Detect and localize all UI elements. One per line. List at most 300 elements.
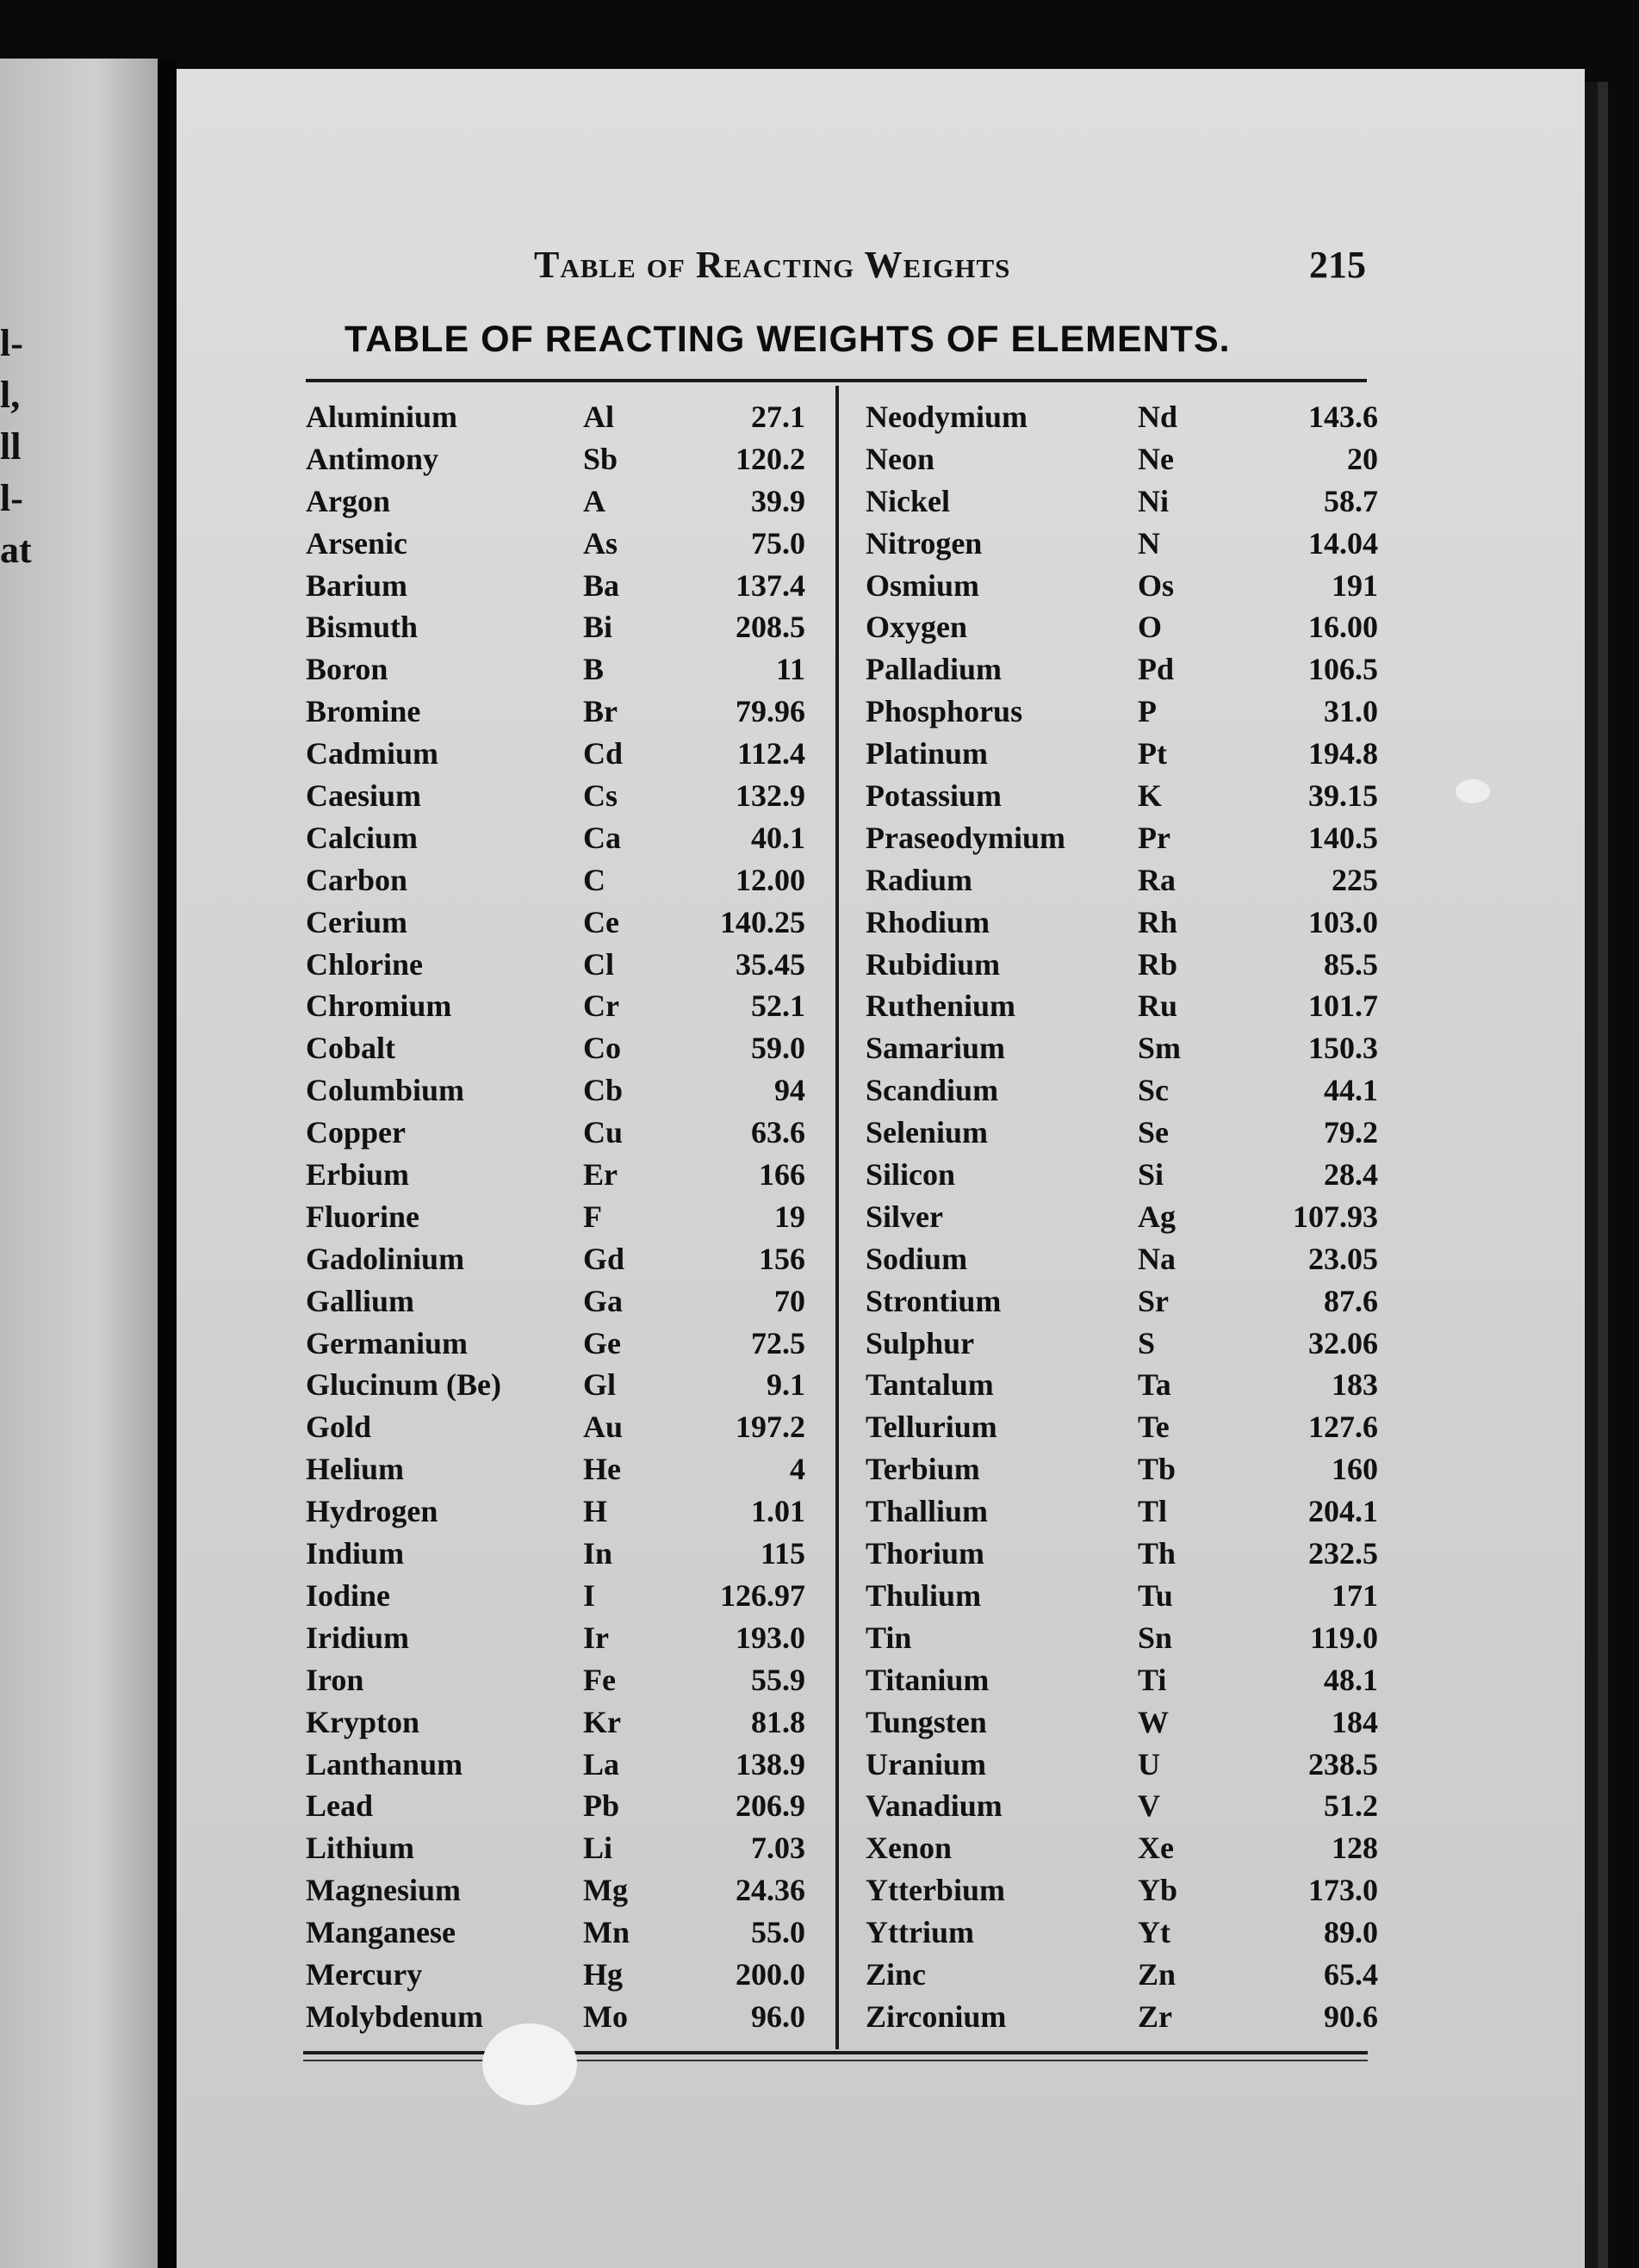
element-row <box>866 1027 1382 1069</box>
element-name: Thallium <box>866 1494 989 1529</box>
element-row <box>866 944 1382 986</box>
element-row <box>306 1448 823 1490</box>
element-name: Lanthanum <box>306 1746 463 1782</box>
reacting-weight: 143.6 <box>1308 400 1378 434</box>
element-name: Thulium <box>866 1577 982 1613</box>
element-symbol: Ge <box>583 1325 621 1360</box>
element-symbol: Ra <box>1138 862 1176 897</box>
element-symbol: Ne <box>1138 441 1174 476</box>
reacting-weight: 70 <box>774 1283 805 1318</box>
element-name: Zirconium <box>866 1998 1007 2034</box>
facing-page <box>0 59 158 2268</box>
element-symbol: B <box>583 652 605 687</box>
reacting-weight: 9.1 <box>767 1367 805 1403</box>
element-row <box>306 1701 823 1744</box>
element-name: Chromium <box>306 988 452 1024</box>
reacting-weight: 85.5 <box>1324 946 1378 982</box>
element-name: Scandium <box>866 1073 999 1108</box>
element-name: Glucinum (Be) <box>306 1367 502 1403</box>
element-row <box>866 438 1382 480</box>
reacting-weight: 208.5 <box>736 610 805 645</box>
element-row <box>306 480 823 523</box>
reacting-weight: 138.9 <box>736 1746 805 1782</box>
element-symbol: Hg <box>583 1956 624 1992</box>
top-rule <box>306 379 1367 382</box>
reacting-weight: 101.7 <box>1308 988 1378 1024</box>
element-row <box>866 733 1382 775</box>
reacting-weight: 39.15 <box>1308 778 1378 814</box>
element-name: Erbium <box>306 1157 410 1193</box>
element-row <box>866 1912 1382 1954</box>
book-gutter <box>158 60 177 2268</box>
element-symbol: V <box>1138 1788 1160 1824</box>
reacting-weight: 81.8 <box>751 1704 805 1739</box>
element-row <box>866 1996 1382 2038</box>
element-symbol: I <box>583 1577 596 1613</box>
element-row <box>866 1575 1382 1617</box>
reacting-weight: 225 <box>1332 862 1378 897</box>
element-row <box>306 1996 823 2038</box>
element-row <box>306 859 823 902</box>
reacting-weight: 19 <box>774 1199 805 1234</box>
element-symbol: He <box>583 1452 621 1487</box>
element-name: Arsenic <box>306 525 407 561</box>
element-row <box>306 1785 823 1827</box>
element-name: Phosphorus <box>866 694 1023 729</box>
reacting-weight: 90.6 <box>1324 1998 1378 2034</box>
element-symbol: Ni <box>1138 483 1169 518</box>
element-symbol: Te <box>1138 1410 1170 1445</box>
facing-page-fragment: l- <box>0 477 23 519</box>
element-row <box>306 944 823 986</box>
element-name: Barium <box>306 567 408 603</box>
reacting-weight: 112.4 <box>736 736 805 771</box>
element-row <box>306 902 823 944</box>
element-row <box>306 1280 823 1323</box>
element-symbol: Cr <box>583 988 619 1024</box>
element-symbol: Ru <box>1138 988 1178 1024</box>
element-name: Antimony <box>306 441 439 476</box>
element-row <box>866 648 1382 691</box>
facing-page-fragment: l, <box>0 374 21 416</box>
element-name: Gadolinium <box>306 1241 465 1276</box>
element-symbol: Ga <box>583 1283 624 1318</box>
reacting-weight: 127.6 <box>1308 1410 1378 1445</box>
element-symbol: Rh <box>1138 904 1178 939</box>
element-row <box>306 1744 823 1786</box>
element-row <box>866 902 1382 944</box>
reacting-weight: 31.0 <box>1324 694 1378 729</box>
element-row <box>306 523 823 565</box>
reacting-weight: 171 <box>1332 1577 1378 1613</box>
reacting-weight: 51.2 <box>1324 1788 1378 1824</box>
reacting-weight: 55.0 <box>751 1915 805 1950</box>
element-row <box>306 1406 823 1448</box>
reacting-weight: 24.36 <box>736 1873 805 1908</box>
page-number: 215 <box>1309 244 1366 286</box>
element-symbol: Ir <box>583 1620 609 1655</box>
element-name: Xenon <box>866 1831 953 1866</box>
element-row <box>866 523 1382 565</box>
element-row <box>866 565 1382 607</box>
reacting-weight: 16.00 <box>1308 610 1378 645</box>
element-symbol: Bi <box>583 610 613 645</box>
element-row <box>866 1954 1382 1996</box>
element-symbol: Gl <box>583 1367 617 1403</box>
element-symbol: As <box>583 525 618 561</box>
element-symbol: Ta <box>1138 1367 1171 1403</box>
reacting-weight: 238.5 <box>1308 1746 1378 1782</box>
element-symbol: Yt <box>1138 1915 1170 1950</box>
element-symbol: Si <box>1138 1157 1164 1193</box>
element-symbol: Au <box>583 1410 624 1445</box>
element-name: Nitrogen <box>866 525 983 561</box>
reacting-weight: 1.01 <box>751 1494 805 1529</box>
element-symbol: Li <box>583 1831 613 1866</box>
reacting-weight: 72.5 <box>751 1325 805 1360</box>
reacting-weight: 23.05 <box>1308 1241 1378 1276</box>
reacting-weight: 96.0 <box>751 1998 805 2034</box>
left-element-column <box>306 396 823 2038</box>
element-name: Fluorine <box>306 1199 419 1234</box>
element-name: Mercury <box>306 1956 423 1992</box>
element-name: Osmium <box>866 567 980 603</box>
reacting-weight: 35.45 <box>736 946 805 982</box>
element-name: Columbium <box>306 1073 465 1108</box>
element-symbol: Tu <box>1138 1577 1173 1613</box>
element-symbol: La <box>583 1746 620 1782</box>
element-symbol: Zr <box>1138 1998 1172 2034</box>
element-symbol: Th <box>1138 1536 1176 1571</box>
reacting-weight: 44.1 <box>1324 1073 1378 1108</box>
element-symbol: Cl <box>583 946 614 982</box>
element-row <box>306 438 823 480</box>
reacting-weight: 14.04 <box>1308 525 1378 561</box>
element-name: Lead <box>306 1788 374 1824</box>
reacting-weight: 173.0 <box>1308 1873 1378 1908</box>
element-name: Rhodium <box>866 904 990 939</box>
element-row <box>306 648 823 691</box>
element-row <box>866 1617 1382 1659</box>
facing-page-fragment: l- <box>0 322 23 364</box>
element-name: Zinc <box>866 1956 927 1992</box>
element-symbol: Rb <box>1138 946 1178 982</box>
reacting-weight: 197.2 <box>736 1410 805 1445</box>
element-name: Selenium <box>866 1115 989 1150</box>
element-row <box>866 1827 1382 1869</box>
element-symbol: Ba <box>583 567 620 603</box>
element-symbol: Cd <box>583 736 624 771</box>
table-title: TABLE OF REACTING WEIGHTS OF ELEMENTS. <box>345 319 1231 360</box>
element-row <box>866 691 1382 733</box>
element-name: Caesium <box>306 778 421 814</box>
element-name: Iridium <box>306 1620 410 1655</box>
reacting-weight: 166 <box>759 1157 805 1193</box>
element-symbol: U <box>1138 1746 1160 1782</box>
reacting-weight: 204.1 <box>1308 1494 1378 1529</box>
element-name: Thorium <box>866 1536 985 1571</box>
element-name: Hydrogen <box>306 1494 438 1529</box>
element-symbol: C <box>583 862 605 897</box>
reacting-weight: 194.8 <box>1308 736 1378 771</box>
element-name: Germanium <box>306 1325 468 1360</box>
reacting-weight: 128 <box>1332 1831 1378 1866</box>
element-symbol: Sn <box>1138 1620 1173 1655</box>
element-name: Indium <box>306 1536 405 1571</box>
reacting-weight: 27.1 <box>751 400 805 434</box>
reacting-weight: 58.7 <box>1324 483 1378 518</box>
element-row <box>306 606 823 648</box>
element-name: Gallium <box>306 1283 415 1318</box>
reacting-weight: 7.03 <box>751 1831 805 1866</box>
element-row <box>306 1154 823 1196</box>
element-name: Cobalt <box>306 1031 396 1066</box>
element-row <box>306 1069 823 1112</box>
element-row <box>866 1659 1382 1701</box>
element-row <box>306 1575 823 1617</box>
paper-mark <box>1456 779 1490 803</box>
element-row <box>306 1954 823 1996</box>
reacting-weight: 79.2 <box>1324 1115 1378 1150</box>
reacting-weight: 32.06 <box>1308 1325 1378 1360</box>
reacting-weight: 107.93 <box>1293 1199 1378 1234</box>
element-name: Tantalum <box>866 1367 994 1403</box>
element-name: Iodine <box>306 1577 391 1613</box>
bottom-rule <box>303 2051 1368 2054</box>
reacting-weight: 52.1 <box>751 988 805 1024</box>
element-name: Neodymium <box>866 400 1027 434</box>
element-symbol: Pr <box>1138 820 1170 855</box>
element-name: Praseodymium <box>866 820 1065 855</box>
element-symbol: Zn <box>1138 1956 1176 1992</box>
reacting-weight: 137.4 <box>736 567 805 603</box>
element-name: Chlorine <box>306 946 424 982</box>
column-divider <box>835 386 839 2049</box>
element-name: Iron <box>306 1662 364 1697</box>
element-row <box>306 775 823 817</box>
element-symbol: O <box>1138 610 1163 645</box>
element-name: Gold <box>306 1410 372 1445</box>
element-row <box>306 1112 823 1154</box>
element-symbol: H <box>583 1494 608 1529</box>
element-name: Helium <box>306 1452 404 1487</box>
element-row <box>866 606 1382 648</box>
element-name: Potassium <box>866 778 1003 814</box>
reacting-weight: 94 <box>774 1073 805 1108</box>
reacting-weight: 40.1 <box>751 820 805 855</box>
reacting-weight: 12.00 <box>736 862 805 897</box>
reacting-weight: 63.6 <box>751 1115 805 1150</box>
reacting-weight: 87.6 <box>1324 1283 1378 1318</box>
reacting-weight: 193.0 <box>736 1620 805 1655</box>
reacting-weight: 140.25 <box>720 904 805 939</box>
element-name: Vanadium <box>866 1788 1003 1824</box>
right-element-column <box>866 396 1382 2038</box>
element-row <box>866 1533 1382 1575</box>
element-symbol: Na <box>1138 1241 1176 1276</box>
element-row <box>306 985 823 1027</box>
element-row <box>306 1490 823 1533</box>
element-name: Carbon <box>306 862 408 897</box>
element-symbol: Co <box>583 1031 621 1066</box>
page-edge-shadow <box>1598 82 1608 2268</box>
reacting-weight: 103.0 <box>1308 904 1378 939</box>
element-row <box>866 1112 1382 1154</box>
element-symbol: Sr <box>1138 1283 1169 1318</box>
reacting-weight: 115 <box>760 1536 805 1571</box>
element-row <box>306 1196 823 1238</box>
element-name: Cadmium <box>306 736 439 771</box>
element-symbol: In <box>583 1536 613 1571</box>
element-row <box>306 1364 823 1406</box>
element-name: Manganese <box>306 1915 456 1950</box>
element-name: Aluminium <box>306 400 458 434</box>
element-row <box>866 1448 1382 1490</box>
reacting-weight: 39.9 <box>751 483 805 518</box>
element-row <box>306 1533 823 1575</box>
element-name: Tungsten <box>866 1704 987 1739</box>
element-row <box>866 1490 1382 1533</box>
element-name: Radium <box>866 862 973 897</box>
element-name: Molybdenum <box>306 1998 484 2034</box>
element-row <box>866 817 1382 859</box>
element-name: Sodium <box>866 1241 968 1276</box>
element-row <box>866 1323 1382 1365</box>
element-row <box>866 1280 1382 1323</box>
element-symbol: Mg <box>583 1873 628 1908</box>
element-name: Nickel <box>866 483 950 518</box>
element-name: Bismuth <box>306 610 419 645</box>
element-name: Tin <box>866 1620 912 1655</box>
reacting-weight: 191 <box>1332 567 1378 603</box>
reacting-weight: 48.1 <box>1324 1662 1378 1697</box>
element-name: Strontium <box>866 1283 1002 1318</box>
reacting-weight: 119.0 <box>1309 1620 1378 1655</box>
element-row <box>866 396 1382 438</box>
reacting-weight: 126.97 <box>720 1577 805 1613</box>
element-name: Samarium <box>866 1031 1005 1066</box>
element-symbol: Cs <box>583 778 618 814</box>
element-row <box>866 775 1382 817</box>
element-symbol: Fe <box>583 1662 616 1697</box>
element-symbol: Mo <box>583 1998 628 2034</box>
element-name: Terbium <box>866 1452 980 1487</box>
reacting-weight: 28.4 <box>1324 1157 1378 1193</box>
element-symbol: Er <box>583 1157 618 1193</box>
element-symbol: N <box>1138 525 1160 561</box>
element-symbol: Os <box>1138 567 1175 603</box>
element-row <box>866 1744 1382 1786</box>
element-symbol: Tl <box>1138 1494 1168 1529</box>
facing-page-fragment: ll <box>0 425 22 468</box>
element-row <box>866 1364 1382 1406</box>
element-symbol: Sc <box>1138 1073 1169 1108</box>
element-row <box>306 1912 823 1954</box>
element-name: Titanium <box>866 1662 990 1697</box>
element-name: Neon <box>866 441 934 476</box>
element-row <box>866 480 1382 523</box>
running-head: Table of Reacting Weights <box>534 244 1011 286</box>
element-name: Boron <box>306 652 388 687</box>
reacting-weight: 160 <box>1332 1452 1378 1487</box>
element-name: Silicon <box>866 1157 956 1193</box>
facing-page-fragment: at <box>0 529 32 571</box>
element-name: Ruthenium <box>866 988 1016 1024</box>
element-symbol: P <box>1138 694 1157 729</box>
reacting-weight: 156 <box>759 1241 805 1276</box>
reacting-weight: 140.5 <box>1308 820 1378 855</box>
reacting-weight: 232.5 <box>1308 1536 1378 1571</box>
element-symbol: Pb <box>583 1788 620 1824</box>
element-row <box>306 1659 823 1701</box>
reacting-weight: 206.9 <box>736 1788 805 1824</box>
element-symbol: Kr <box>583 1704 621 1739</box>
element-name: Ytterbium <box>866 1873 1005 1908</box>
bottom-rule-thin <box>303 2060 1368 2061</box>
element-name: Rubidium <box>866 946 1001 982</box>
element-symbol: Cb <box>583 1073 624 1108</box>
reacting-weight: 65.4 <box>1324 1956 1378 1992</box>
element-symbol: Sm <box>1138 1031 1182 1066</box>
element-symbol: S <box>1138 1325 1156 1360</box>
reacting-weight: 20 <box>1347 441 1378 476</box>
element-name: Krypton <box>306 1704 420 1739</box>
element-row <box>306 1827 823 1869</box>
element-name: Oxygen <box>866 610 968 645</box>
element-name: Cerium <box>306 904 407 939</box>
element-name: Platinum <box>866 736 989 771</box>
element-symbol: Al <box>583 400 614 434</box>
element-name: Tellurium <box>866 1410 997 1445</box>
element-symbol: Se <box>1138 1115 1169 1150</box>
reacting-weight: 200.0 <box>736 1956 805 1992</box>
element-symbol: Xe <box>1138 1831 1174 1866</box>
element-symbol: F <box>583 1199 602 1234</box>
element-name: Copper <box>306 1115 406 1150</box>
element-name: Silver <box>866 1199 943 1234</box>
element-row <box>306 1027 823 1069</box>
reacting-weight: 4 <box>790 1452 805 1487</box>
element-row <box>306 1323 823 1365</box>
element-symbol: K <box>1138 778 1163 814</box>
element-symbol: Cu <box>583 1115 624 1150</box>
element-name: Magnesium <box>306 1873 461 1908</box>
reacting-weight: 184 <box>1332 1704 1378 1739</box>
element-name: Palladium <box>866 652 1003 687</box>
reacting-weight: 75.0 <box>751 525 805 561</box>
element-row <box>866 1196 1382 1238</box>
element-row <box>306 733 823 775</box>
element-name: Argon <box>306 483 390 518</box>
element-name: Yttrium <box>866 1915 974 1950</box>
element-row <box>866 1406 1382 1448</box>
element-symbol: W <box>1138 1704 1169 1739</box>
element-row <box>306 1869 823 1912</box>
element-row <box>306 1617 823 1659</box>
element-symbol: Ag <box>1138 1199 1176 1234</box>
element-name: Sulphur <box>866 1325 975 1360</box>
element-name: Lithium <box>306 1831 415 1866</box>
element-row <box>306 817 823 859</box>
element-row <box>306 691 823 733</box>
paper-damage-blot <box>482 2023 577 2105</box>
element-row <box>866 859 1382 902</box>
reacting-weight: 183 <box>1332 1367 1378 1403</box>
reacting-weight: 79.96 <box>736 694 805 729</box>
reacting-weight: 55.9 <box>751 1662 805 1697</box>
element-name: Bromine <box>306 694 421 729</box>
reacting-weight: 150.3 <box>1308 1031 1378 1066</box>
